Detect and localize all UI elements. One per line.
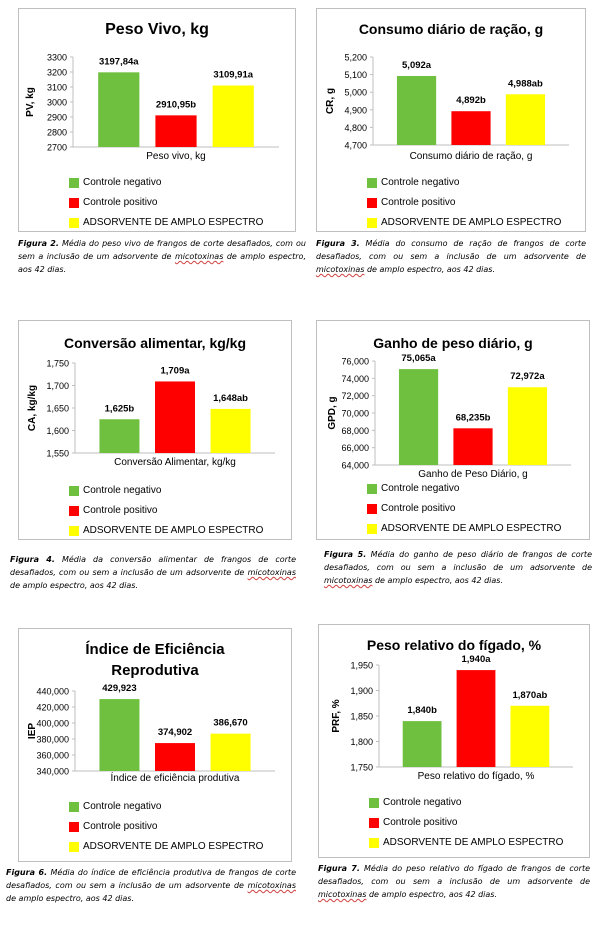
legend-label: ADSORVENTE DE AMPLO ESPECTRO	[381, 217, 562, 228]
bar-chart	[19, 9, 297, 233]
legend-item	[369, 837, 563, 848]
caption-text: de amplo espectro, aos 42 dias.	[364, 265, 495, 274]
chart-area	[316, 320, 590, 540]
caption-text: Média do ganho de peso diário de frangos de corte desafiados, com ou sem a inclusão de um adsorvente de	[324, 550, 592, 572]
caption-figure-number: Figura 6.	[6, 868, 48, 877]
caption-text: Média do consumo de ração de frangos de corte desafiados, com ou sem a inclusão de um adsorvente de	[316, 239, 586, 261]
y-tick-label: 2800	[46, 127, 67, 138]
caption-text: de amplo espectro, aos 42 dias.	[6, 894, 135, 903]
chart-area	[18, 8, 296, 232]
x-axis-label: Conversão Alimentar, kg/kg	[114, 457, 236, 468]
legend-item	[367, 483, 459, 494]
legend-swatch	[367, 524, 377, 534]
data-label: 1,940a	[461, 654, 491, 666]
y-tick-label: 4,700	[344, 140, 367, 151]
legend-label: Controle negativo	[381, 483, 460, 494]
y-tick-label: 1,950	[350, 660, 373, 671]
chart-area	[318, 624, 590, 858]
bar	[99, 699, 139, 771]
legend-swatch	[69, 802, 79, 812]
legend-label: Controle negativo	[83, 177, 162, 188]
legend-swatch	[69, 486, 79, 496]
data-label: 68,235b	[455, 412, 491, 424]
legend-label: Controle negativo	[381, 177, 460, 188]
chart-title: Peso Vivo, kg	[105, 21, 209, 38]
bar	[397, 76, 436, 145]
legend-label: Controle positivo	[83, 821, 158, 832]
y-tick-label: 1,700	[46, 381, 69, 391]
legend-item	[69, 525, 263, 536]
figure-caption	[18, 237, 306, 276]
legend-swatch	[367, 198, 377, 208]
bar	[453, 428, 492, 465]
legend-label: Controle positivo	[381, 503, 456, 514]
caption-text: Média do peso vivo de frangos de corte desafiados, com ou sem a inclusão de um adsorvente de	[18, 239, 306, 261]
caption-underlined-word: micotoxinas	[316, 265, 365, 274]
caption-text: de amplo espectro, aos 42 dias.	[10, 581, 139, 590]
y-tick-label: 400,000	[36, 718, 69, 729]
legend-item	[369, 817, 457, 828]
legend-label: ADSORVENTE DE AMPLO ESPECTRO	[83, 525, 264, 536]
y-tick-label: 2900	[46, 112, 67, 123]
legend-swatch	[369, 818, 379, 828]
chart-area	[18, 320, 292, 540]
y-tick-label: 1,650	[46, 403, 69, 414]
legend-item	[367, 177, 459, 188]
y-tick-label: 72,000	[341, 391, 369, 402]
figure-caption	[6, 866, 296, 905]
legend-label: Controle positivo	[383, 817, 458, 828]
chart-title: Peso relativo do fígado, %	[366, 637, 542, 653]
y-tick-label: 440,000	[36, 686, 69, 697]
x-axis-label: Índice de eficiência produtiva	[110, 773, 240, 784]
y-tick-label: 1,850	[350, 711, 373, 722]
chart-title: Índice de Eficiência Reprodutiva	[85, 641, 225, 679]
y-axis-label: CR, g	[325, 87, 336, 115]
y-tick-label: 3000	[46, 97, 67, 108]
y-tick-label: 76,000	[341, 356, 369, 367]
y-tick-label: 68,000	[341, 425, 369, 436]
data-label: 374,902	[157, 727, 193, 739]
legend-swatch	[69, 178, 79, 188]
caption-underlined-word: micotoxinas	[247, 568, 296, 577]
y-tick-label: 1,800	[350, 737, 373, 747]
legend-label: Controle positivo	[83, 505, 158, 516]
y-tick-label: 5,100	[344, 70, 367, 81]
legend-item	[367, 217, 561, 228]
y-tick-label: 74,000	[341, 373, 369, 384]
legend-item	[69, 505, 157, 516]
y-axis-label: PV, kg	[25, 87, 36, 117]
legend-swatch	[69, 218, 79, 228]
y-tick-label: 360,000	[36, 750, 69, 761]
legend-label: Controle negativo	[83, 485, 162, 496]
y-tick-label: 340,000	[36, 766, 69, 777]
x-axis-label: Peso relativo do fígado, %	[417, 771, 535, 782]
bar	[211, 734, 251, 771]
legend-item	[367, 197, 455, 208]
legend-item	[69, 177, 161, 188]
legend-item	[69, 801, 161, 812]
legend-label: Controle negativo	[383, 797, 462, 808]
bar	[403, 721, 442, 767]
chart-area	[18, 628, 292, 862]
legend-label: ADSORVENTE DE AMPLO ESPECTRO	[83, 841, 264, 852]
legend-item	[367, 523, 561, 534]
legend-swatch	[367, 218, 377, 228]
legend-swatch	[367, 178, 377, 188]
x-axis-label: Consumo diário de ração, g	[409, 151, 533, 162]
data-label: 1,709a	[160, 365, 190, 377]
data-label: 1,870ab	[512, 689, 548, 701]
y-tick-label: 64,000	[341, 460, 369, 471]
data-label: 75,065a	[401, 353, 436, 365]
y-tick-label: 4,800	[344, 122, 367, 133]
legend-label: ADSORVENTE DE AMPLO ESPECTRO	[381, 523, 562, 534]
caption-text: de amplo espectro, aos 42 dias.	[372, 576, 503, 585]
caption-text: Média da conversão alimentar de frangos de corte desafiados, com ou sem a inclusão de um adsorvente de	[10, 555, 296, 577]
x-axis-label: Peso vivo, kg	[146, 151, 206, 162]
data-label: 4,892b	[456, 95, 486, 107]
y-tick-label: 420,000	[36, 702, 69, 713]
bar	[211, 409, 251, 453]
legend-swatch	[69, 526, 79, 536]
y-axis-label: PRF, %	[331, 699, 342, 733]
chart-title: Consumo diário de ração, g	[358, 21, 544, 37]
y-axis-label: IEP	[27, 722, 38, 740]
legend-item	[69, 841, 263, 852]
bar	[506, 94, 545, 145]
caption-text: Média do índice de eficiência produtiva de frangos de corte desafiados, com ou sem a inclusão de um adsorvente de	[6, 868, 296, 890]
bar	[510, 706, 549, 767]
data-label: 1,840b	[407, 705, 437, 717]
figure-caption	[10, 553, 296, 592]
y-tick-label: 3200	[46, 67, 67, 78]
caption-text: de amplo espectro, aos 42 dias.	[366, 890, 497, 899]
y-tick-label: 3300	[46, 52, 67, 63]
legend-label: Controle positivo	[381, 197, 456, 208]
legend-item	[69, 485, 161, 496]
data-label: 2910,95b	[155, 99, 197, 111]
x-axis-label: Ganho de Peso Diário, g	[418, 469, 528, 480]
y-tick-label: 2700	[46, 142, 67, 153]
y-axis-label: GPD, g	[327, 396, 338, 430]
y-tick-label: 1,900	[350, 686, 373, 696]
caption-figure-number: Figura 3.	[316, 239, 360, 248]
legend-swatch	[69, 198, 79, 208]
y-tick-label: 66,000	[341, 443, 369, 454]
bar	[98, 72, 139, 147]
bar	[213, 86, 254, 147]
figure-caption	[316, 237, 586, 276]
bar	[399, 369, 438, 465]
caption-underlined-word: micotoxinas	[318, 890, 367, 899]
y-tick-label: 1,550	[46, 448, 69, 459]
legend-label: ADSORVENTE DE AMPLO ESPECTRO	[383, 837, 564, 848]
figure-caption	[324, 548, 592, 587]
y-axis-label: CA, kg/kg	[27, 384, 38, 432]
y-tick-label: 4,900	[344, 105, 367, 116]
chart-title: Conversão alimentar, kg/kg	[63, 335, 247, 351]
y-tick-label: 5,200	[344, 52, 367, 63]
y-tick-label: 380,000	[36, 734, 69, 745]
legend-swatch	[69, 506, 79, 516]
bar	[451, 111, 490, 145]
y-tick-label: 70,000	[341, 408, 369, 419]
caption-figure-number: Figura 4.	[10, 555, 55, 564]
data-label: 1,648ab	[213, 392, 248, 404]
bar	[155, 381, 195, 453]
legend-swatch	[69, 822, 79, 832]
bar	[508, 387, 547, 465]
legend-swatch	[369, 798, 379, 808]
chart-title: Ganho de peso diário, g	[373, 335, 533, 351]
chart-area	[316, 8, 586, 232]
caption-figure-number: Figura 5.	[324, 550, 367, 559]
data-label: 72,972a	[510, 371, 545, 383]
data-label: 5,092a	[402, 60, 432, 72]
data-label: 4,988ab	[508, 78, 543, 90]
legend-item	[367, 503, 455, 514]
legend-swatch	[367, 484, 377, 494]
data-label: 386,670	[213, 717, 248, 729]
legend-item	[69, 821, 157, 832]
legend-swatch	[69, 842, 79, 852]
caption-figure-number: Figura 7.	[318, 864, 360, 873]
legend-item	[69, 197, 157, 208]
y-tick-label: 1,600	[46, 426, 69, 436]
legend-label: Controle positivo	[83, 197, 158, 208]
legend-swatch	[369, 838, 379, 848]
data-label: 3109,91a	[213, 69, 254, 81]
y-tick-label: 1,750	[350, 762, 373, 773]
figure-caption	[318, 862, 590, 901]
bar	[155, 115, 196, 147]
y-tick-label: 5,000	[344, 87, 367, 98]
caption-figure-number: Figura 2.	[18, 239, 59, 248]
caption-underlined-word: micotoxinas	[247, 881, 296, 890]
bar	[457, 670, 496, 767]
data-label: 1,625b	[104, 403, 135, 415]
bar	[99, 419, 139, 453]
caption-text: Média do peso relativo do fígado de frangos de corte desafiados, com ou sem a inclusão de um adsorvente de	[318, 864, 591, 886]
legend-label: Controle negativo	[83, 801, 162, 812]
y-tick-label: 1,750	[46, 358, 69, 369]
legend-swatch	[367, 504, 377, 514]
y-tick-label: 3100	[46, 82, 67, 93]
legend-item	[69, 217, 263, 228]
legend-item	[369, 797, 461, 808]
data-label: 3197,84a	[98, 56, 139, 68]
caption-text: de amplo espectro, aos 42 dias.	[18, 252, 306, 274]
data-label: 429,923	[102, 683, 137, 695]
bar	[155, 743, 195, 771]
caption-underlined-word: micotoxinas	[174, 252, 224, 261]
caption-underlined-word: micotoxinas	[324, 576, 373, 585]
legend-label: ADSORVENTE DE AMPLO ESPECTRO	[83, 217, 264, 228]
